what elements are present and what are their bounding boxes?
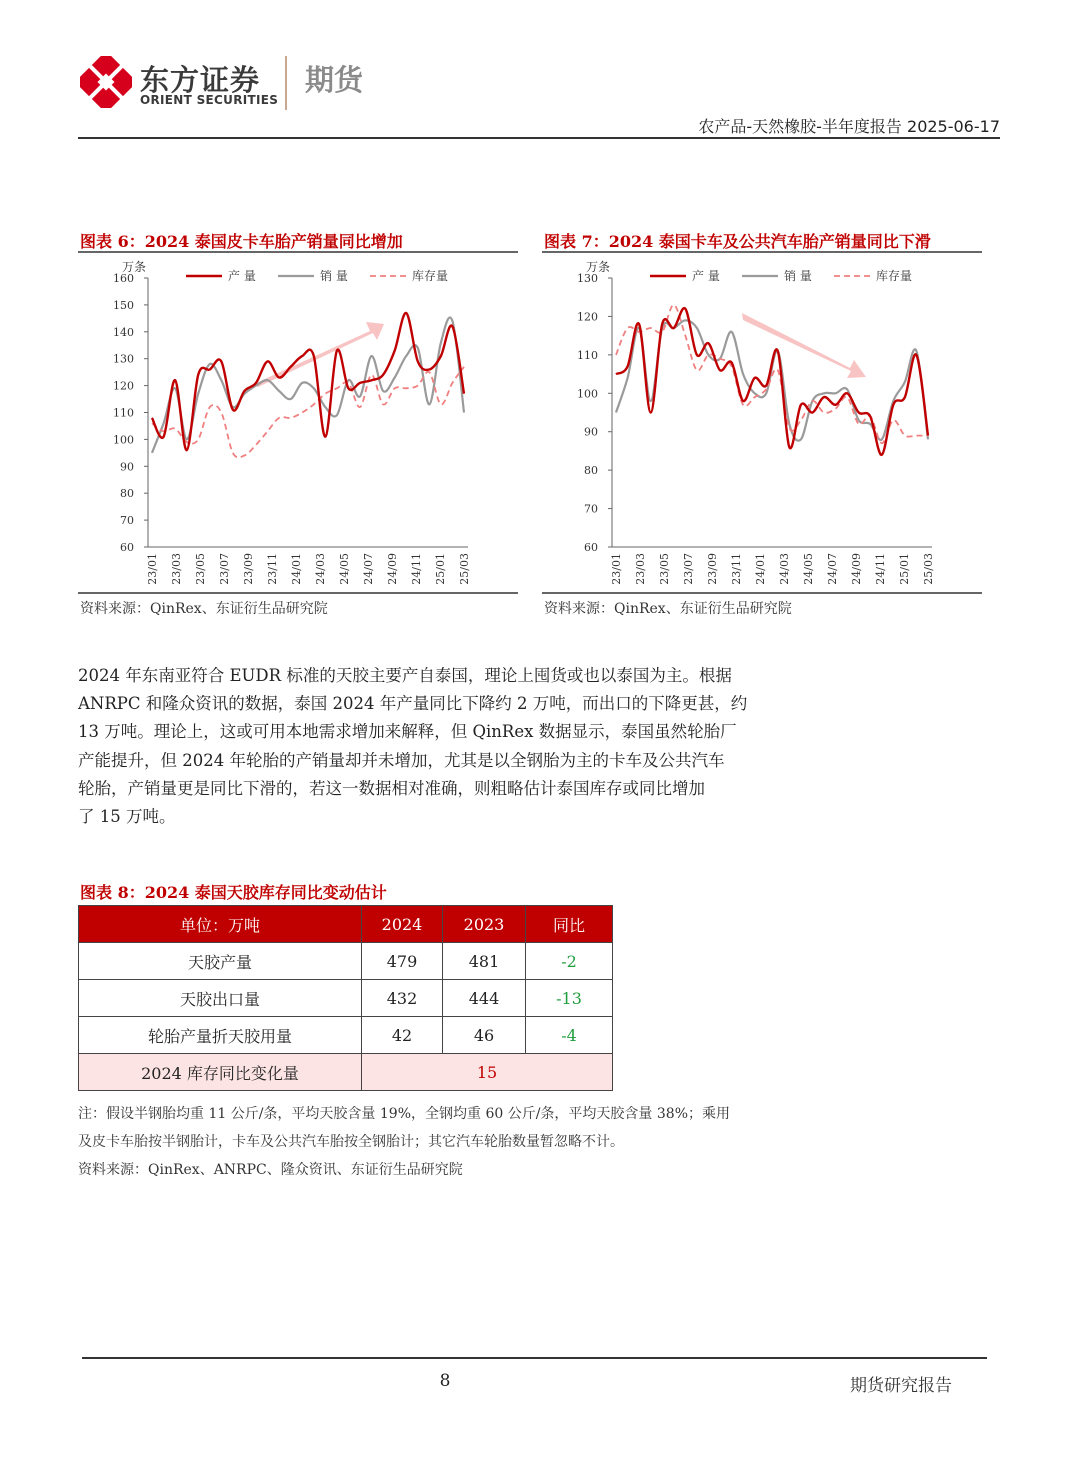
company-logo-icon (80, 56, 132, 108)
y-unit-label: 万条 (121, 260, 147, 274)
header-rule (78, 137, 1000, 139)
table-header-cell: 同比 (526, 906, 613, 943)
y-tick-label: 110 (577, 348, 598, 362)
paragraph-line: 了 15 万吨。 (78, 807, 176, 827)
y-tick-label: 100 (113, 433, 134, 447)
figure7-chart (542, 256, 982, 592)
x-tick-label: 23/05 (194, 553, 207, 585)
figure6-source: 资料来源：QinRex、东证衍生品研究院 (80, 601, 328, 617)
y-tick-label: 80 (584, 464, 598, 478)
x-tick-label: 24/05 (802, 553, 815, 585)
y-tick-label: 70 (120, 514, 134, 528)
x-tick-label: 23/07 (682, 553, 695, 585)
series-line-库存量 (152, 367, 464, 458)
x-tick-label: 23/05 (658, 553, 671, 585)
figure8-source: 资料来源：QinRex、ANRPC、隆众资讯、东证衍生品研究院 (78, 1162, 463, 1178)
row-label: 天胶出口量 (79, 980, 362, 1017)
figure7-top-rule (542, 251, 982, 253)
legend-label: 库存量 (876, 269, 913, 283)
page-number: 8 (439, 1371, 451, 1391)
report-meta: 农产品-天然橡胶-半年度报告 2025-06-17 (698, 117, 1000, 136)
table-note-line1: 注：假设半钢胎均重 11 公斤/条，平均天胶含量 19%，全钢均重 60 公斤/条，平均天胶含量 38%；乘用 (78, 1106, 730, 1122)
cell-2023: 46 (443, 1017, 526, 1054)
figure6-chart (78, 256, 518, 592)
figure8-title: 图表 8：2024 泰国天胶库存同比变动估计 (80, 883, 387, 902)
cell-yoy: -2 (526, 943, 613, 980)
logo-divider (285, 56, 287, 110)
y-tick-label: 60 (584, 541, 598, 554)
x-tick-label: 24/01 (754, 553, 767, 585)
legend-label: 产 量 (228, 269, 256, 283)
row-label: 天胶产量 (79, 943, 362, 980)
footer-label: 期货研究报告 (850, 1376, 952, 1396)
x-tick-label: 25/03 (458, 553, 471, 585)
summary-value: 15 (362, 1054, 613, 1091)
cell-yoy: -13 (526, 980, 613, 1017)
y-tick-label: 90 (120, 460, 134, 474)
x-tick-label: 23/03 (634, 553, 647, 585)
x-tick-label: 24/09 (850, 553, 863, 585)
legend-label: 销 量 (784, 269, 812, 283)
x-tick-label: 24/11 (874, 553, 887, 585)
y-tick-label: 130 (113, 352, 134, 366)
legend-label: 产 量 (692, 269, 720, 283)
trend-arrow-icon (742, 313, 866, 378)
x-tick-label: 23/01 (610, 553, 623, 585)
y-tick-label: 70 (584, 502, 598, 516)
series-line-产量 (152, 313, 464, 450)
y-tick-label: 130 (577, 272, 598, 285)
table-header-row (79, 906, 613, 943)
table-summary-row (79, 1054, 613, 1091)
paragraph-line: 2024 年东南亚符合 EUDR 标准的天胶主要产自泰国，理论上囤货或也以泰国为主。根据 (78, 666, 732, 685)
figure6-title: 图表 6：2024 泰国皮卡车胎产销量同比增加 (80, 232, 403, 251)
legend-label: 销 量 (320, 269, 348, 283)
figure7-source: 资料来源：QinRex、东证衍生品研究院 (544, 601, 792, 617)
summary-label: 2024 库存同比变化量 (79, 1054, 362, 1091)
cell-2023: 481 (443, 943, 526, 980)
x-tick-label: 24/05 (338, 553, 351, 585)
row-label: 轮胎产量折天胶用量 (79, 1017, 362, 1054)
figure7-title: 图表 7：2024 泰国卡车及公共汽车胎产销量同比下滑 (544, 232, 931, 251)
table-row (79, 1017, 613, 1054)
table-header-cell: 2024 (362, 906, 443, 943)
x-tick-label: 24/07 (362, 553, 375, 585)
inventory-table (78, 905, 613, 1091)
table-header-cell: 单位：万吨 (79, 906, 362, 943)
paragraph-line: ANRPC 和隆众资讯的数据，泰国 2024 年产量同比下降约 2 万吨，而出口的下降更甚，约 (78, 694, 748, 714)
x-tick-label: 24/09 (386, 553, 399, 585)
company-name-en: ORIENT SECURITIES (140, 93, 279, 107)
x-tick-label: 23/03 (170, 553, 183, 585)
x-tick-label: 24/07 (826, 553, 839, 585)
cell-2024: 479 (362, 943, 443, 980)
table-header-cell: 2023 (443, 906, 526, 943)
y-tick-label: 140 (113, 325, 134, 339)
x-tick-label: 23/07 (218, 553, 231, 585)
x-tick-label: 24/11 (410, 553, 423, 585)
x-tick-label: 23/11 (266, 553, 279, 585)
company-name-cn: 东方证券 (140, 63, 261, 97)
footer-rule (82, 1357, 987, 1359)
division-label: 期货 (305, 63, 364, 97)
x-tick-label: 25/01 (434, 553, 447, 585)
legend-label: 库存量 (412, 269, 449, 283)
cell-2024: 42 (362, 1017, 443, 1054)
paragraph-line: 产能提升，但 2024 年轮胎的产销量却并未增加，尤其是以全钢胎为主的卡车及公共汽车 (78, 750, 725, 770)
y-tick-label: 100 (577, 387, 598, 401)
x-tick-label: 25/01 (898, 553, 911, 585)
x-tick-label: 24/03 (778, 553, 791, 585)
figure6-bottom-rule (78, 592, 518, 594)
table-row (79, 980, 613, 1017)
x-tick-label: 23/01 (146, 553, 159, 585)
y-tick-label: 120 (577, 310, 598, 324)
y-tick-label: 90 (584, 425, 598, 439)
y-unit-label: 万条 (585, 260, 611, 274)
x-tick-label: 23/11 (730, 553, 743, 585)
paragraph-line: 13 万吨。理论上，这或可用本地需求增加来解释，但 QinRex 数据显示，泰国虽然轮胎厂 (78, 722, 737, 742)
y-tick-label: 160 (113, 272, 134, 285)
x-tick-label: 25/03 (922, 553, 935, 585)
x-tick-label: 24/01 (290, 553, 303, 585)
table-row (79, 943, 613, 980)
cell-2024: 432 (362, 980, 443, 1017)
y-tick-label: 60 (120, 541, 134, 554)
y-tick-label: 150 (113, 298, 134, 312)
y-tick-label: 110 (113, 406, 134, 420)
cell-2023: 444 (443, 980, 526, 1017)
x-tick-label: 23/09 (242, 553, 255, 585)
x-tick-label: 23/09 (706, 553, 719, 585)
body-paragraph (78, 662, 812, 831)
figure7-bottom-rule (542, 592, 982, 594)
paragraph-line: 轮胎，产销量更是同比下滑的，若这一数据相对准确，则粗略估计泰国库存或同比增加 (78, 778, 705, 798)
x-tick-label: 24/03 (314, 553, 327, 585)
cell-yoy: -4 (526, 1017, 613, 1054)
y-tick-label: 120 (113, 379, 134, 393)
y-tick-label: 80 (120, 487, 134, 501)
series-line-销量 (616, 320, 928, 440)
table-note-line2: 及皮卡车胎按半钢胎计，卡车及公共汽车胎按全钢胎计；其它汽车轮胎数量暂忽略不计。 (78, 1134, 624, 1150)
figure6-top-rule (78, 251, 518, 253)
